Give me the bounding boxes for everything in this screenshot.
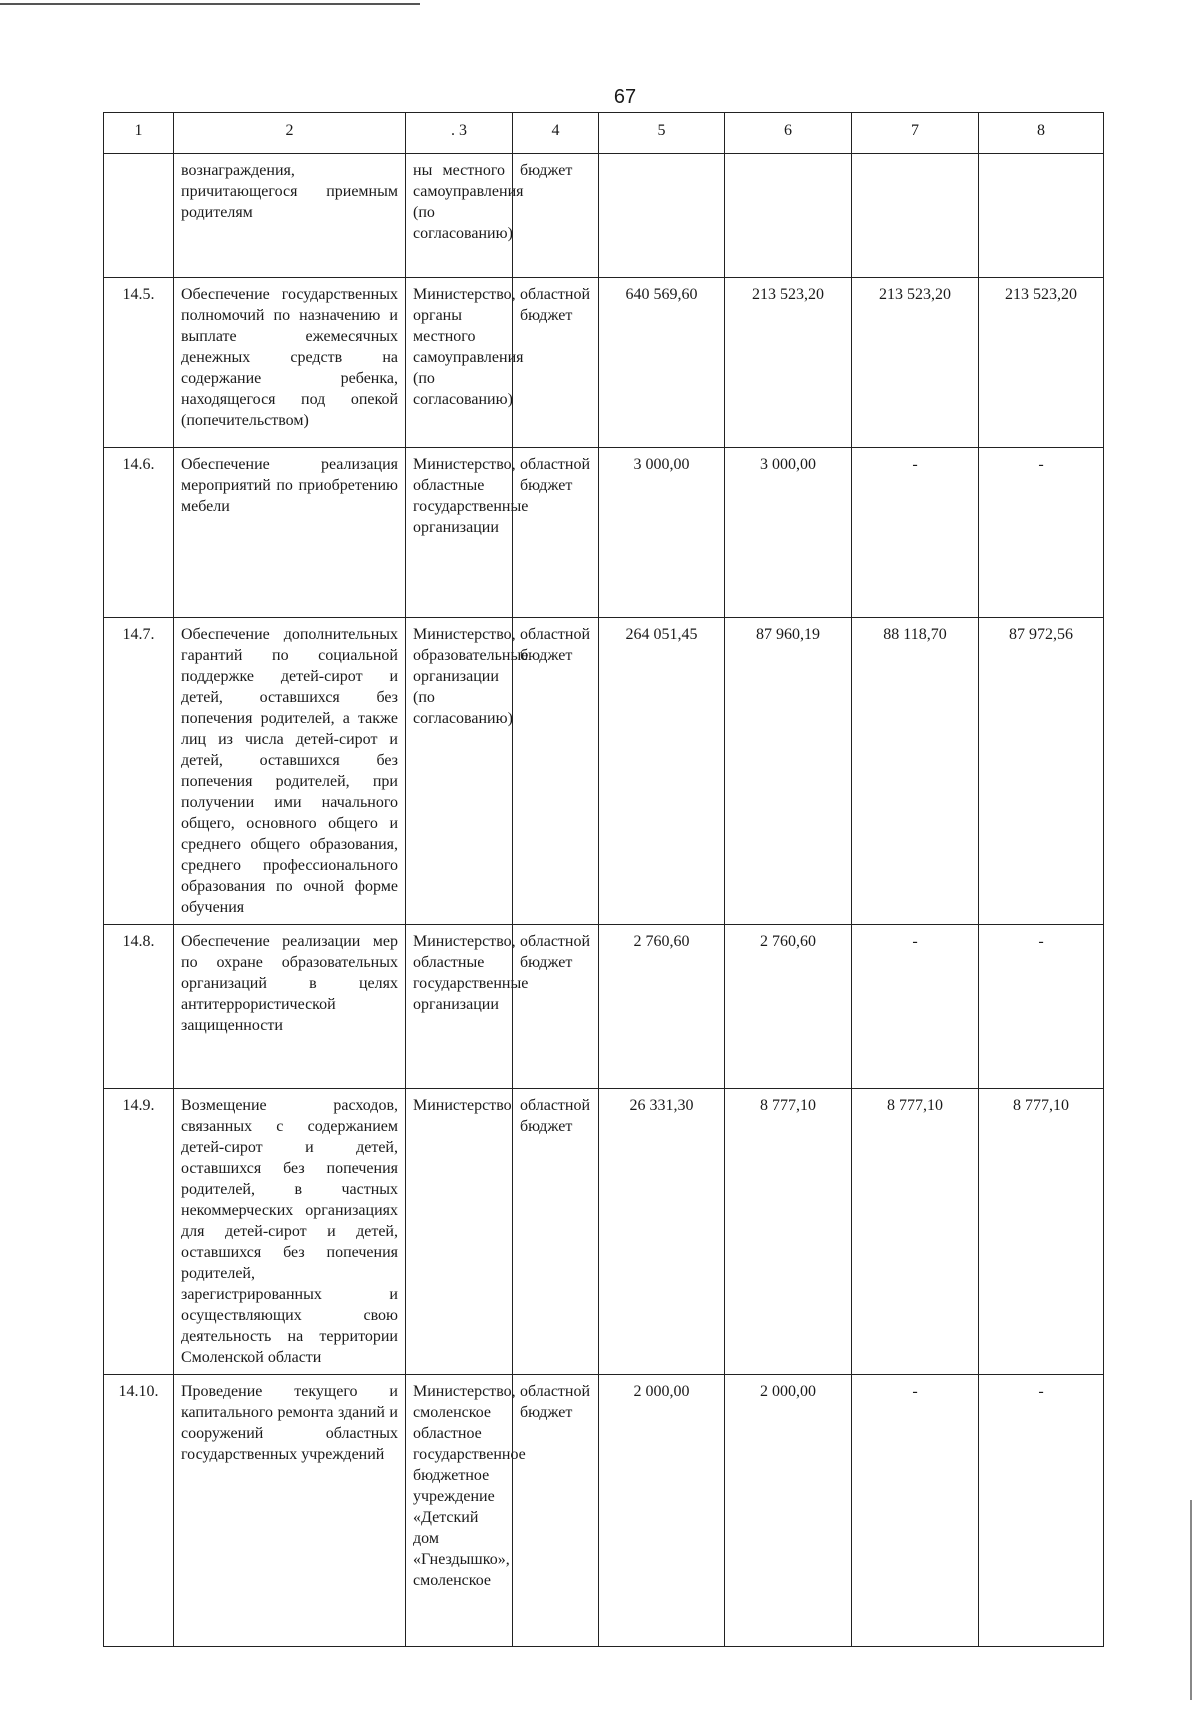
value-col6	[725, 154, 852, 278]
value-col8: 8 777,10	[979, 1089, 1104, 1375]
activity-description: Обеспечение государственных полномочий по назначению и выплате ежемесячных денежных средств на содержание ребенка, находящегося под опекой (попечительством)	[174, 278, 406, 448]
funding-source: бюджет	[513, 154, 599, 278]
value-col5: 2 000,00	[599, 1375, 725, 1647]
value-col5: 2 760,60	[599, 925, 725, 1089]
executor: Министерство	[406, 1089, 513, 1375]
column-header: 5	[599, 113, 725, 154]
value-col5: 26 331,30	[599, 1089, 725, 1375]
value-col6: 3 000,00	[725, 448, 852, 618]
value-col8: -	[979, 1375, 1104, 1647]
value-col5: 3 000,00	[599, 448, 725, 618]
executor: Министерство, областные государственные организации	[406, 448, 513, 618]
executor: Министерство, смоленское областное государственное бюджетное учреждение «Детский дом «Гнездышко», смоленское	[406, 1375, 513, 1647]
column-header: 4	[513, 113, 599, 154]
value-col7: 8 777,10	[852, 1089, 979, 1375]
value-col7: -	[852, 448, 979, 618]
value-col7: -	[852, 1375, 979, 1647]
value-col8: 87 972,56	[979, 618, 1104, 925]
scan-edge-line-right	[1190, 1500, 1192, 1700]
activity-description: Обеспечение реализации мер по охране образовательных организаций в целях антитеррористической защищенности	[174, 925, 406, 1089]
value-col5	[599, 154, 725, 278]
value-col8: -	[979, 925, 1104, 1089]
table-row	[104, 154, 1104, 278]
column-header: 1	[104, 113, 174, 154]
column-header: 2	[174, 113, 406, 154]
column-header: 7	[852, 113, 979, 154]
value-col6: 2 000,00	[725, 1375, 852, 1647]
funding-source: областной бюджет	[513, 278, 599, 448]
budget-table	[103, 112, 1104, 1647]
table-row	[104, 278, 1104, 448]
value-col7	[852, 154, 979, 278]
value-col7: -	[852, 925, 979, 1089]
value-col7: 88 118,70	[852, 618, 979, 925]
column-header: 6	[725, 113, 852, 154]
activity-description: Возмещение расходов, связанных с содержанием детей-сирот и детей, оставшихся без попечения родителей, в частных некоммерческих организациях для детей-сирот и детей, оставшихся без попечения родителей, зарегистрированных и осуществляющих свою деятельность на территории Смоленской области	[174, 1089, 406, 1375]
column-header: . 3	[406, 113, 513, 154]
funding-source: областной бюджет	[513, 925, 599, 1089]
funding-source: областной бюджет	[513, 618, 599, 925]
funding-source: областной бюджет	[513, 448, 599, 618]
executor: Министерство, органы местного самоуправления (по согласованию)	[406, 278, 513, 448]
activity-description: Обеспечение реализация мероприятий по приобретению мебели	[174, 448, 406, 618]
value-col5: 264 051,45	[599, 618, 725, 925]
value-col7: 213 523,20	[852, 278, 979, 448]
page-number: 67	[613, 86, 637, 108]
funding-source: областной бюджет	[513, 1375, 599, 1647]
header-row	[104, 113, 1104, 154]
value-col5: 640 569,60	[599, 278, 725, 448]
value-col6: 87 960,19	[725, 618, 852, 925]
table-row	[104, 448, 1104, 618]
table-row	[104, 1375, 1104, 1647]
activity-description: Обеспечение дополнительных гарантий по социальной поддержке детей-сирот и детей, оставшихся без попечения родителей, а также лиц из числа детей-сирот и детей, оставшихся без попечения родителей, при получении ими начального общего, основного общего и среднего общего образования, среднего профессионального образования по очной форме обучения	[174, 618, 406, 925]
row-number: 14.5.	[104, 278, 174, 448]
table-row	[104, 618, 1104, 925]
column-header: 8	[979, 113, 1104, 154]
row-number: 14.9.	[104, 1089, 174, 1375]
value-col6: 213 523,20	[725, 278, 852, 448]
table-row	[104, 925, 1104, 1089]
row-number: 14.8.	[104, 925, 174, 1089]
row-number	[104, 154, 174, 278]
value-col6: 8 777,10	[725, 1089, 852, 1375]
executor: ны местного самоуправления (по согласованию)	[406, 154, 513, 278]
row-number: 14.10.	[104, 1375, 174, 1647]
activity-description: Проведение текущего и капитального ремонта зданий и сооружений областных государственных учреждений	[174, 1375, 406, 1647]
executor: Министерство, областные государственные организации	[406, 925, 513, 1089]
activity-description: вознаграждения, причитающегося приемным родителям	[174, 154, 406, 278]
value-col8: -	[979, 448, 1104, 618]
executor: Министерство, образовательные организации (по согласованию)	[406, 618, 513, 925]
scan-edge-line	[0, 3, 420, 5]
value-col6: 2 760,60	[725, 925, 852, 1089]
table-row	[104, 1089, 1104, 1375]
row-number: 14.6.	[104, 448, 174, 618]
value-col8	[979, 154, 1104, 278]
value-col8: 213 523,20	[979, 278, 1104, 448]
funding-source: областной бюджет	[513, 1089, 599, 1375]
row-number: 14.7.	[104, 618, 174, 925]
